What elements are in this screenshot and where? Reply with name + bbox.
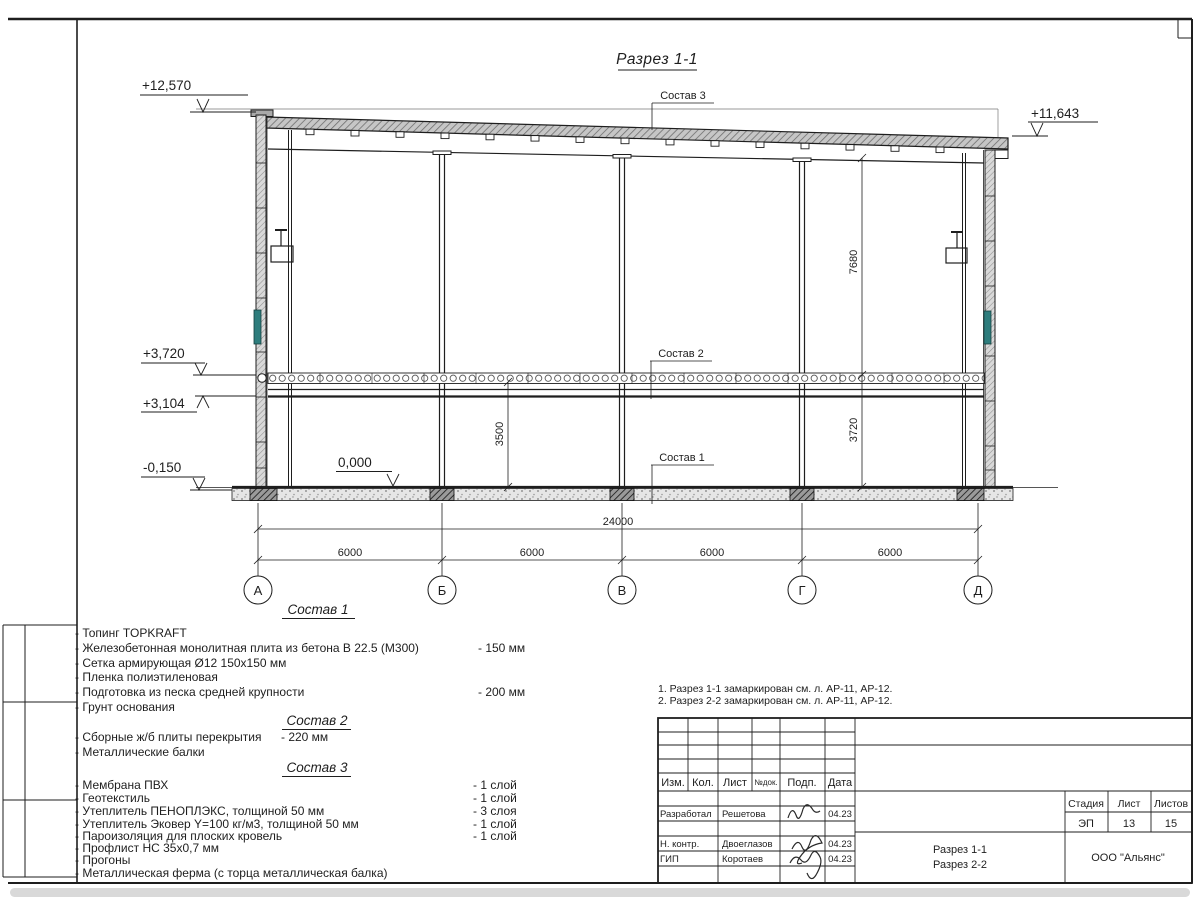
dim-3720: 3720 xyxy=(848,417,860,443)
sostav2-heading: Состав 2 xyxy=(286,713,348,728)
level-0150-label: -0,150 xyxy=(143,460,182,475)
list-item: - Геотекстиль xyxy=(75,791,150,805)
window-strip-right xyxy=(984,311,991,344)
list-item: - Пароизоляция для плоских кровель xyxy=(75,829,283,843)
right-wall xyxy=(946,150,995,490)
list-item-value: - 1 слой xyxy=(473,817,517,831)
list-item: - Железобетонная монолитная плита из бетона В 22.5 (М300) xyxy=(75,641,419,655)
tb-role-2: Н. контр. xyxy=(660,839,700,850)
level-12570-label: +12,570 xyxy=(142,78,192,93)
tb-col-ndoc: №док. xyxy=(754,778,778,787)
tb-col-izm: Изм. xyxy=(661,777,685,789)
dim-span1: 6000 xyxy=(337,547,363,559)
tb-org-name: ООО "Альянс" xyxy=(1091,852,1165,864)
tb-sheets-label: Листов xyxy=(1153,798,1189,810)
tb-doc-title-2: Разрез 2-2 xyxy=(932,859,988,871)
list-item: - Топинг TOPKRAFT xyxy=(75,626,187,640)
list-item: - Подготовка из песка средней крупности xyxy=(75,685,305,699)
list-item-value: - 1 слой xyxy=(473,829,517,843)
axis-label-v: В xyxy=(617,583,627,598)
note-line: 1. Разрез 1-1 замаркирован см. л. АР-11, АР-12. xyxy=(658,683,893,695)
tb-name-3: Коротаев xyxy=(722,854,764,865)
list-item-value: - 1 слой xyxy=(473,791,517,805)
list-item-value: - 3 слоя xyxy=(473,804,517,818)
second-floor-slab xyxy=(258,373,984,397)
tb-sheet-value: 13 xyxy=(1122,818,1136,830)
signature-2 xyxy=(792,836,822,864)
tb-role-1: Разработал xyxy=(660,809,712,820)
callout-sostav1: Состав 1 xyxy=(659,452,705,464)
notes xyxy=(658,683,892,707)
level-11643 xyxy=(1012,122,1098,136)
axis-label-g: Г xyxy=(798,583,806,598)
list-item-value: - 1 слой xyxy=(473,778,517,792)
tb-col-list: Лист xyxy=(723,777,747,789)
interior-columns xyxy=(433,151,811,487)
tb-role-3: ГИП xyxy=(660,854,679,865)
list-item-value: - 150 мм xyxy=(478,641,526,655)
level-11643-label: +11,643 xyxy=(1031,106,1080,121)
dim-span4: 6000 xyxy=(877,547,903,559)
callout-sostav3: Состав 3 xyxy=(660,90,706,102)
level-3720-label: +3,720 xyxy=(143,346,185,361)
level-3720 xyxy=(141,363,256,375)
bracket-left xyxy=(271,230,293,262)
signature-3 xyxy=(790,851,821,878)
tb-date-1: 04.23 xyxy=(828,809,852,820)
signature-1 xyxy=(788,805,820,819)
ground-floor xyxy=(196,487,1058,501)
note-line: 2. Разрез 2-2 замаркирован см. л. АР-11, АР-12. xyxy=(658,695,893,707)
dim-total: 24000 xyxy=(602,516,634,528)
left-wall xyxy=(254,115,293,490)
dim-span2: 6000 xyxy=(519,547,545,559)
tb-sheets-value: 15 xyxy=(1164,818,1178,830)
level-0000 xyxy=(336,472,399,487)
callout-sostav2: Состав 2 xyxy=(658,348,704,360)
tb-date-3: 04.23 xyxy=(828,854,852,865)
list-item: - Металлическая ферма (с торца металлическая балка) xyxy=(75,866,388,880)
list-item: - Металлические балки xyxy=(75,745,205,759)
level-0000-label: 0,000 xyxy=(338,455,372,470)
tb-doc-title-1: Разрез 1-1 xyxy=(932,844,988,856)
tb-name-2: Двоеглазов xyxy=(722,839,773,850)
list-item: - Мембрана ПВХ xyxy=(75,778,169,792)
dim-3500: 3500 xyxy=(494,421,506,447)
tb-stage-label: Стадия xyxy=(1068,798,1104,810)
list-item: - Утеплитель Эковер Y=100 кг/м3, толщиной 50 мм xyxy=(75,817,359,831)
axis-label-d: Д xyxy=(973,583,983,598)
sostav1-heading: Состав 1 xyxy=(287,602,349,617)
dim-span3: 6000 xyxy=(699,547,725,559)
composition-lists xyxy=(75,602,525,880)
list-item: - Сетка армирующая Ø12 150x150 мм xyxy=(75,656,287,670)
tb-col-kol: Кол. xyxy=(692,777,714,789)
list-item: - Утеплитель ПЕНОПЛЭКС, толщиной 50 мм xyxy=(75,804,325,818)
tb-sheet-label: Лист xyxy=(1117,798,1141,810)
list-item-value: - 200 мм xyxy=(478,685,526,699)
dim-7680: 7680 xyxy=(848,249,860,275)
list-item: - Прогоны xyxy=(75,853,131,867)
tb-name-1: Решетова xyxy=(722,809,766,820)
page-title: Разрез 1-1 xyxy=(616,51,698,68)
list-item: - Профлист НС 35x0,7 мм xyxy=(75,841,219,855)
level-3104-label: +3,104 xyxy=(143,396,185,411)
tb-col-podp: Подп. xyxy=(787,777,817,789)
callout-leaders xyxy=(650,103,714,504)
bracket-right xyxy=(946,232,967,263)
tb-date-2: 04.23 xyxy=(828,839,852,850)
list-item: - Сборные ж/б плиты перекрытия xyxy=(75,730,262,744)
window-strip-left xyxy=(254,310,261,344)
tb-col-data: Дата xyxy=(827,777,853,789)
signatures xyxy=(788,805,822,879)
corner-box xyxy=(1178,19,1192,38)
tb-stage-value: ЭП xyxy=(1078,818,1094,830)
level-0150 xyxy=(141,477,232,490)
axis-label-a: А xyxy=(253,583,263,598)
list-item: - Грунт основания xyxy=(75,700,175,714)
list-item: - Пленка полиэтиленовая xyxy=(75,670,218,684)
list-item-value: - 220 мм xyxy=(281,730,329,744)
building-section xyxy=(196,109,1058,501)
horizontal-scrollbar[interactable] xyxy=(10,888,1190,897)
axis-label-b: Б xyxy=(437,583,447,598)
dimension-lines xyxy=(254,154,982,576)
level-12570 xyxy=(140,95,256,112)
sostav3-heading: Состав 3 xyxy=(286,760,348,775)
